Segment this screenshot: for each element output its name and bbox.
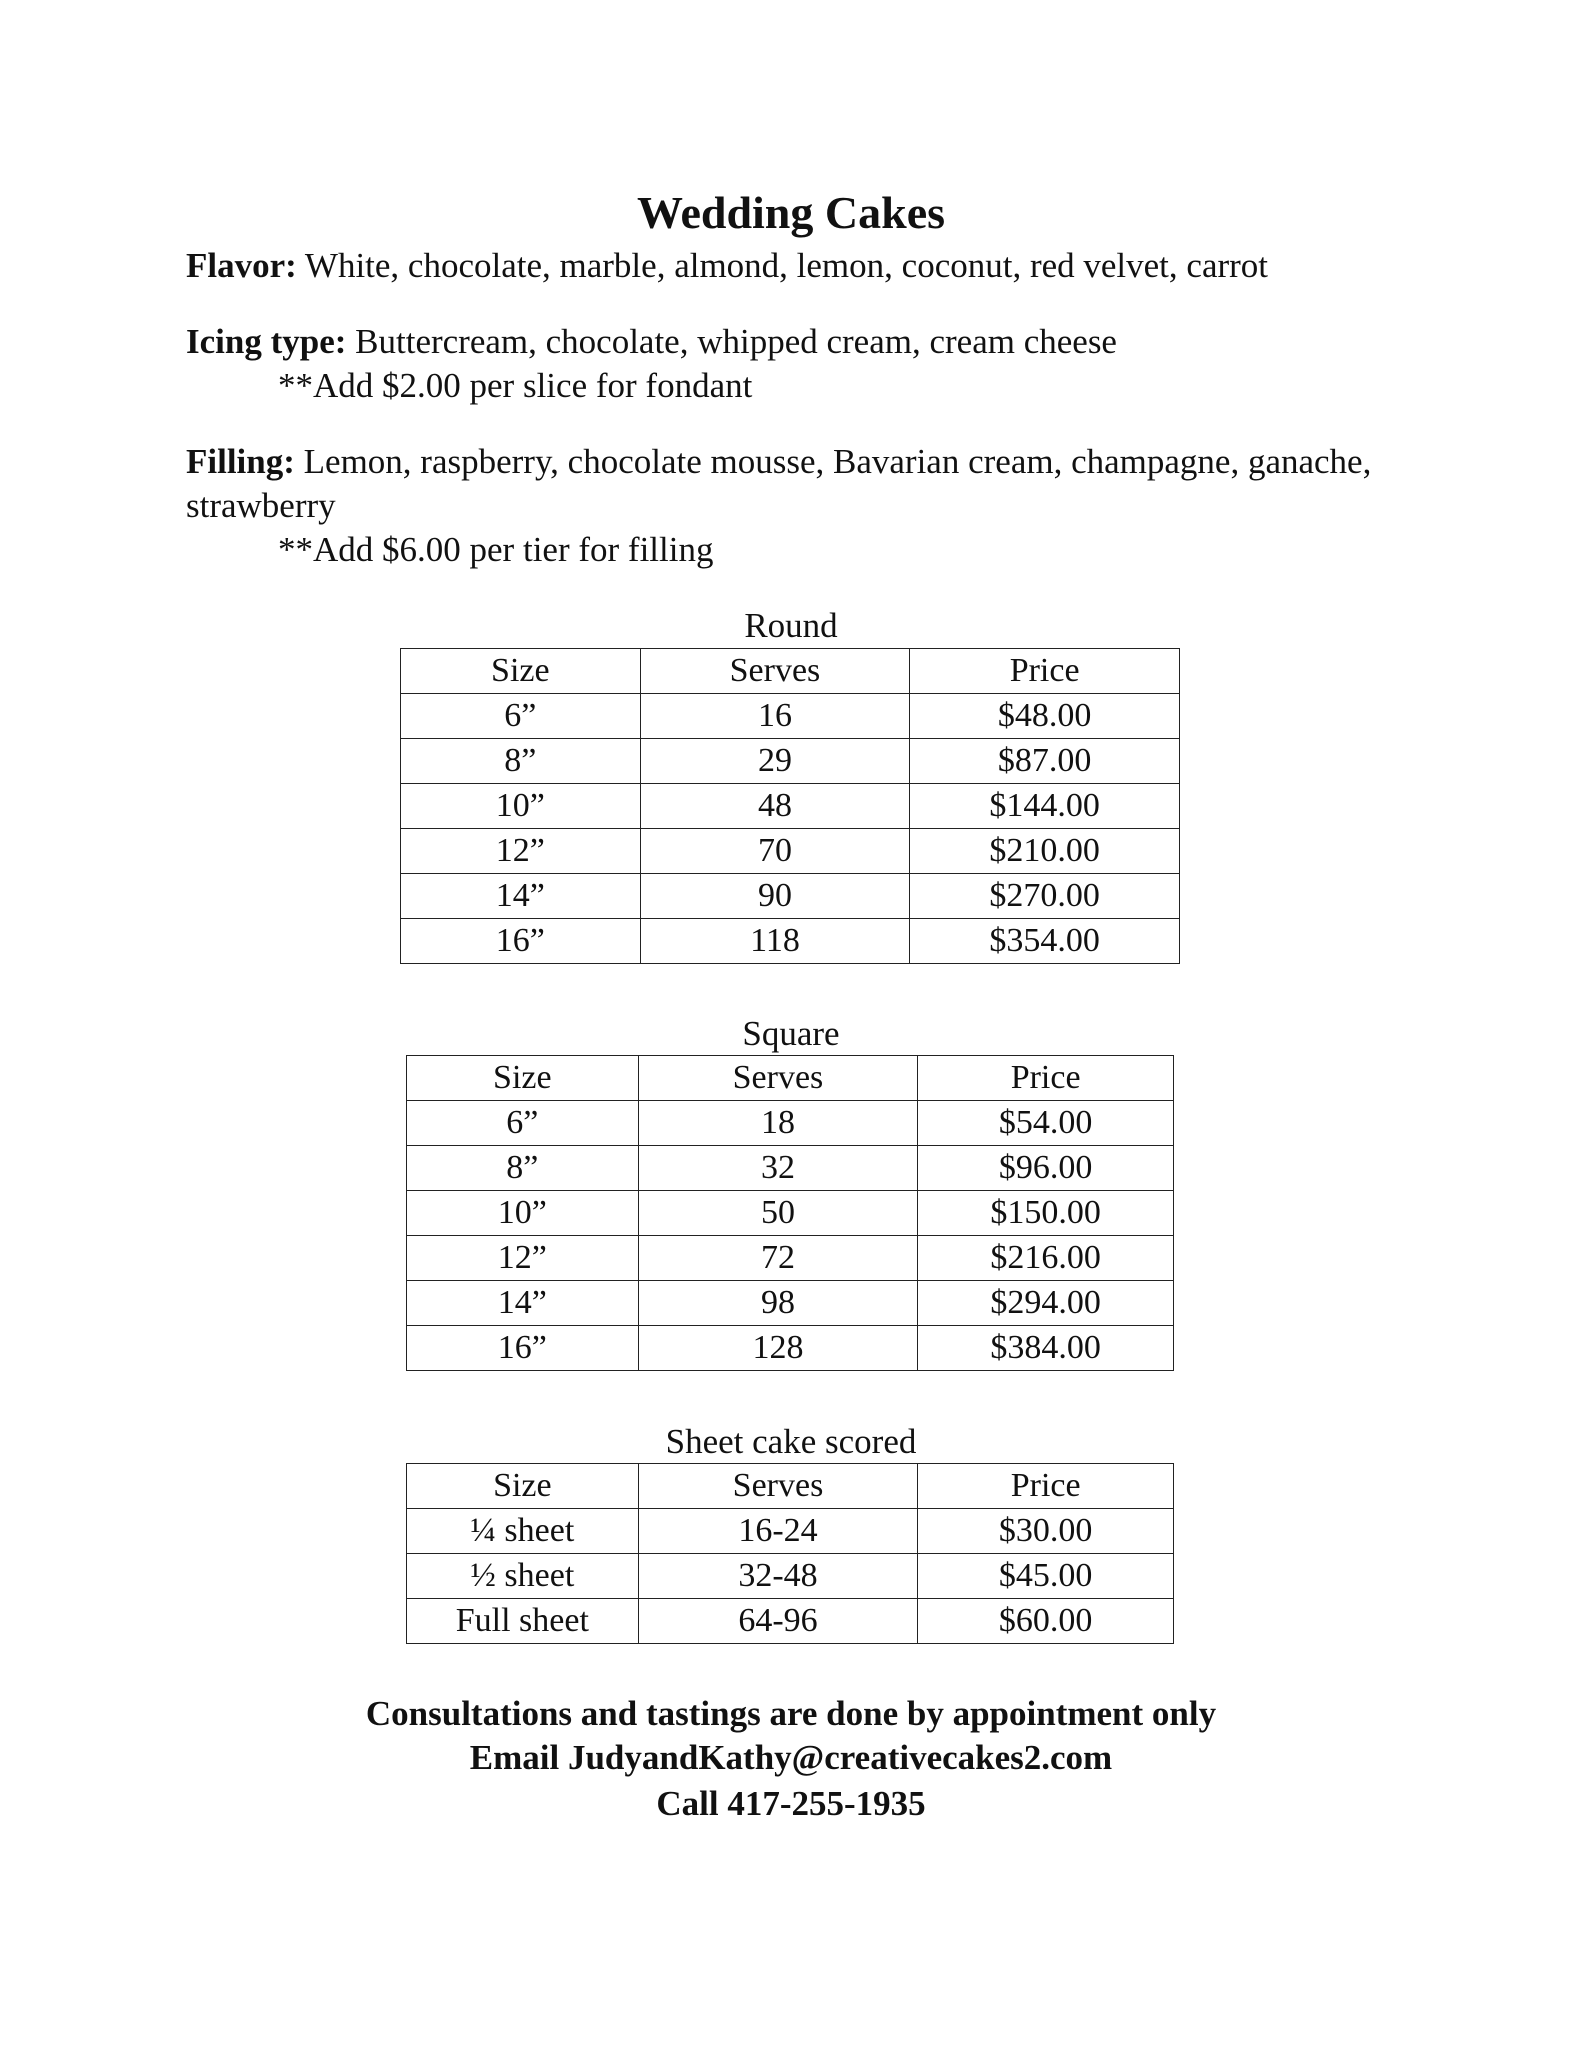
table-row [401, 874, 1180, 919]
table-row [401, 784, 1180, 829]
flavor-options: White, chocolate, marble, almond, lemon, coconut, red velvet, carrot [296, 246, 1269, 285]
serves-cell: 90 [640, 874, 910, 919]
serves-cell: 98 [638, 1281, 918, 1326]
price-cell: $48.00 [910, 694, 1180, 739]
size-cell: 12” [401, 829, 641, 874]
serves-cell: 72 [638, 1236, 918, 1281]
size-cell: 6” [407, 1101, 639, 1146]
price-cell: $87.00 [910, 739, 1180, 784]
price-cell: $60.00 [918, 1599, 1174, 1644]
size-cell: 14” [407, 1281, 639, 1326]
price-cell: $354.00 [910, 919, 1180, 964]
table-row [407, 1236, 1174, 1281]
page-title: Wedding Cakes [636, 187, 946, 238]
sheet-caption: Sheet cake scored [665, 1422, 917, 1461]
serves-cell: 48 [640, 784, 910, 829]
size-cell: 16” [401, 919, 641, 964]
table-row [407, 1509, 1174, 1554]
contact-phone: Call 417-255-1935 [656, 1784, 926, 1823]
icing-options: Buttercream, chocolate, whipped cream, cream cheese [346, 322, 1117, 361]
round-caption: Round [744, 606, 838, 645]
serves-cell: 16-24 [638, 1509, 918, 1554]
icing-line [186, 320, 1416, 364]
column-header: Price [918, 1464, 1174, 1509]
size-cell: 16” [407, 1326, 639, 1371]
column-header: Price [918, 1056, 1174, 1101]
filling-note: **Add $6.00 per tier for filling [278, 530, 714, 569]
price-cell: $30.00 [918, 1509, 1174, 1554]
serves-cell: 64-96 [638, 1599, 918, 1644]
consultation-note: Consultations and tastings are done by appointment only [365, 1694, 1217, 1733]
column-header: Price [910, 649, 1180, 694]
serves-cell: 32-48 [638, 1554, 918, 1599]
square-price-table [406, 1055, 1174, 1371]
table-row [407, 1281, 1174, 1326]
size-cell: 12” [407, 1236, 639, 1281]
filling-line [186, 440, 1416, 528]
price-cell: $384.00 [918, 1326, 1174, 1371]
size-cell: 8” [407, 1146, 639, 1191]
price-cell: $144.00 [910, 784, 1180, 829]
serves-cell: 32 [638, 1146, 918, 1191]
round-price-table [400, 648, 1180, 964]
serves-cell: 128 [638, 1326, 918, 1371]
column-header: Serves [640, 649, 910, 694]
contact-email: Email JudyandKathy@creativecakes2.com [469, 1738, 1113, 1777]
table-row [401, 829, 1180, 874]
filling-label: Filling: [186, 442, 295, 481]
sheet-header-row [407, 1464, 1174, 1509]
table-row [407, 1146, 1174, 1191]
price-cell: $54.00 [918, 1101, 1174, 1146]
table-row [407, 1554, 1174, 1599]
column-header: Serves [638, 1056, 918, 1101]
fondant-note: **Add $2.00 per slice for fondant [278, 366, 753, 405]
table-row [407, 1191, 1174, 1236]
table-row [407, 1599, 1174, 1644]
price-cell: $150.00 [918, 1191, 1174, 1236]
size-cell: ½ sheet [407, 1554, 639, 1599]
square-caption: Square [742, 1014, 840, 1053]
price-cell: $216.00 [918, 1236, 1174, 1281]
table-row [401, 739, 1180, 784]
serves-cell: 118 [640, 919, 910, 964]
size-cell: 10” [401, 784, 641, 829]
column-header: Size [401, 649, 641, 694]
price-cell: $210.00 [910, 829, 1180, 874]
table-row [401, 919, 1180, 964]
serves-cell: 70 [640, 829, 910, 874]
price-cell: $96.00 [918, 1146, 1174, 1191]
size-cell: ¼ sheet [407, 1509, 639, 1554]
filling-options: Lemon, raspberry, chocolate mousse, Bavarian cream, champagne, ganache, strawberry [186, 442, 1372, 525]
serves-cell: 16 [640, 694, 910, 739]
price-cell: $45.00 [918, 1554, 1174, 1599]
icing-label: Icing type: [186, 322, 347, 361]
size-cell: 14” [401, 874, 641, 919]
column-header: Size [407, 1056, 639, 1101]
serves-cell: 50 [638, 1191, 918, 1236]
flavor-line [186, 244, 1416, 288]
table-row [407, 1326, 1174, 1371]
column-header: Size [407, 1464, 639, 1509]
serves-cell: 18 [638, 1101, 918, 1146]
price-cell: $294.00 [918, 1281, 1174, 1326]
size-cell: 10” [407, 1191, 639, 1236]
serves-cell: 29 [640, 739, 910, 784]
table-row [407, 1101, 1174, 1146]
size-cell: 8” [401, 739, 641, 784]
sheet-price-table [406, 1463, 1174, 1644]
table-row [401, 694, 1180, 739]
size-cell: Full sheet [407, 1599, 639, 1644]
flavor-label: Flavor: [186, 246, 297, 285]
size-cell: 6” [401, 694, 641, 739]
column-header: Serves [638, 1464, 918, 1509]
price-cell: $270.00 [910, 874, 1180, 919]
square-header-row [407, 1056, 1174, 1101]
round-header-row [401, 649, 1180, 694]
